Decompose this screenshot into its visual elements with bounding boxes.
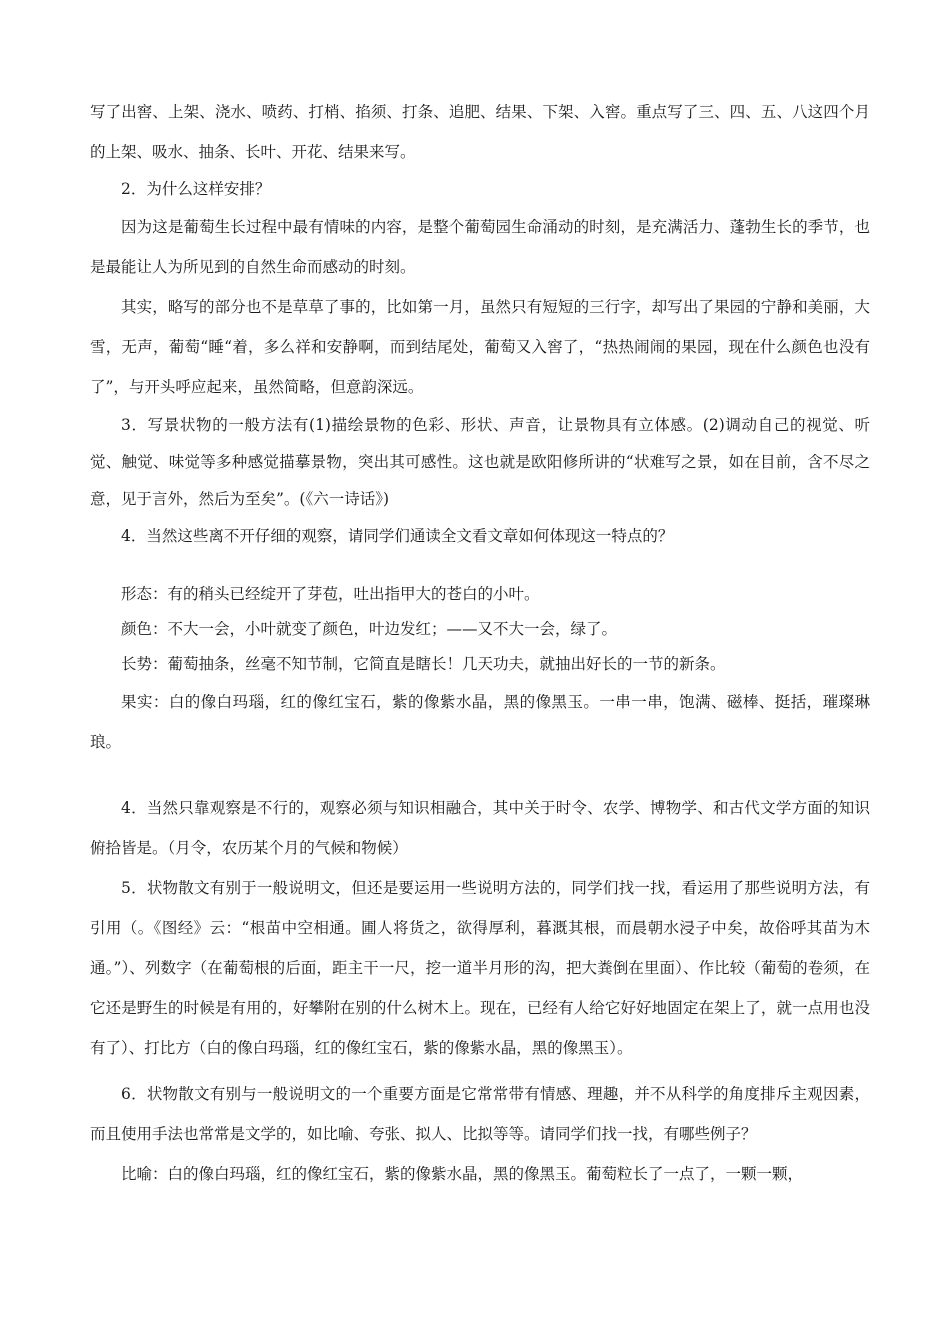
observation-growth: 长势：葡萄抽条，丝毫不知节制，它简直是瞎长！几天功夫，就抽出好长的一节的新条。	[121, 655, 726, 673]
paragraph-point-3: 3．写景状物的一般方法有(1)描绘景物的色彩、形状、声音，让景物具有立体感。(2)调动自己的视觉、听觉、触觉、味觉等多种感觉描摹景物，突出其可感性。这也就是欧阳修所讲的“状难写之景，如在目前，含不尽之意，见于言外，然后为至矣”。(《六一诗话》)	[90, 416, 870, 508]
observation-color: 颜色：不大一会，小叶就变了颜色，叶边发红；——又不大一会，绿了。	[121, 620, 618, 638]
paragraph-brief-sections: 其实，略写的部分也不是草草了事的，比如第一月，虽然只有短短的三行字，却写出了果园的宁静和美丽，大雪，无声，葡萄“睡“着，多么祥和安静啊，而到结尾处，葡萄又入窖了，“热热闹闹的果园，现在什么颜色也没有了”，与开头呼应起来，虽然简略，但意韵深远。	[90, 298, 870, 396]
paragraph-point-4-knowledge: 4．当然只靠观察是不行的，观察必须与知识相融合，其中关于时令、农学、博物学、和古代文学方面的知识俯拾皆是。（月令，农历某个月的气候和物候）	[90, 799, 870, 857]
paragraph-intro-continued: 写了出窖、上架、浇水、喷药、打梢、掐须、打条、追肥、结果、下架、入窖。重点写了三、四、五、八这四个月的上架、吸水、抽条、长叶、开花、结果来写。	[90, 103, 870, 161]
paragraph-point-6-techniques: 6．状物散文有别与一般说明文的一个重要方面是它常常带有情感、理趣，并不从科学的角度排斥主观因素，而且使用手法也常常是文学的，如比喻、夸张、拟人、比拟等等。请同学们找一找，有哪些例子？	[90, 1085, 870, 1143]
observation-form: 形态：有的稍头已经绽开了芽苞，吐出指甲大的苍白的小叶。	[121, 585, 540, 603]
paragraph-answer-2: 因为这是葡萄生长过程中最有情味的内容，是整个葡萄园生命涌动的时刻，是充满活力、蓬勃生长的季节，也是最能让人为所见到的自然生命而感动的时刻。	[90, 218, 870, 276]
question-2-heading: 2．为什么这样安排？	[121, 180, 271, 198]
document-body	[90, 92, 870, 1194]
paragraph-metaphor-example: 比喻：白的像白玛瑙，红的像红宝石，紫的像紫水晶，黑的像黑玉。葡萄粒长了一点了，一颗一颗，	[121, 1165, 804, 1183]
observation-fruit: 果实：白的像白玛瑙，红的像红宝石，紫的像紫水晶，黑的像黑玉。一串一串，饱满、磁棒、挺括，璀璨琳琅。	[90, 693, 870, 751]
paragraph-point-5-methods: 5．状物散文有别于一般说明文，但还是要运用一些说明方法的，同学们找一找，看运用了那些说明方法，有引用（。《图经》云：“根苗中空相通。圃人将货之，欲得厚利，暮溉其根，而晨朝水浸子中矣，故俗呼其苗为木通。”）、列数字（在葡萄根的后面，距主干一尺，挖一道半月形的沟，把大粪倒在里面）、作比较（葡萄的卷须，在它还是野生的时候是有用的，好攀附在别的什么树木上。现在，已经有人给它好好地固定在架上了，就一点用也没有了）、打比方（白的像白玛瑙，红的像红宝石，紫的像紫水晶，黑的像黑玉）。	[90, 879, 870, 1057]
question-4-heading: 4．当然这些离不开仔细的观察，请同学们通读全文看文章如何体现这一特点的？	[121, 527, 674, 545]
